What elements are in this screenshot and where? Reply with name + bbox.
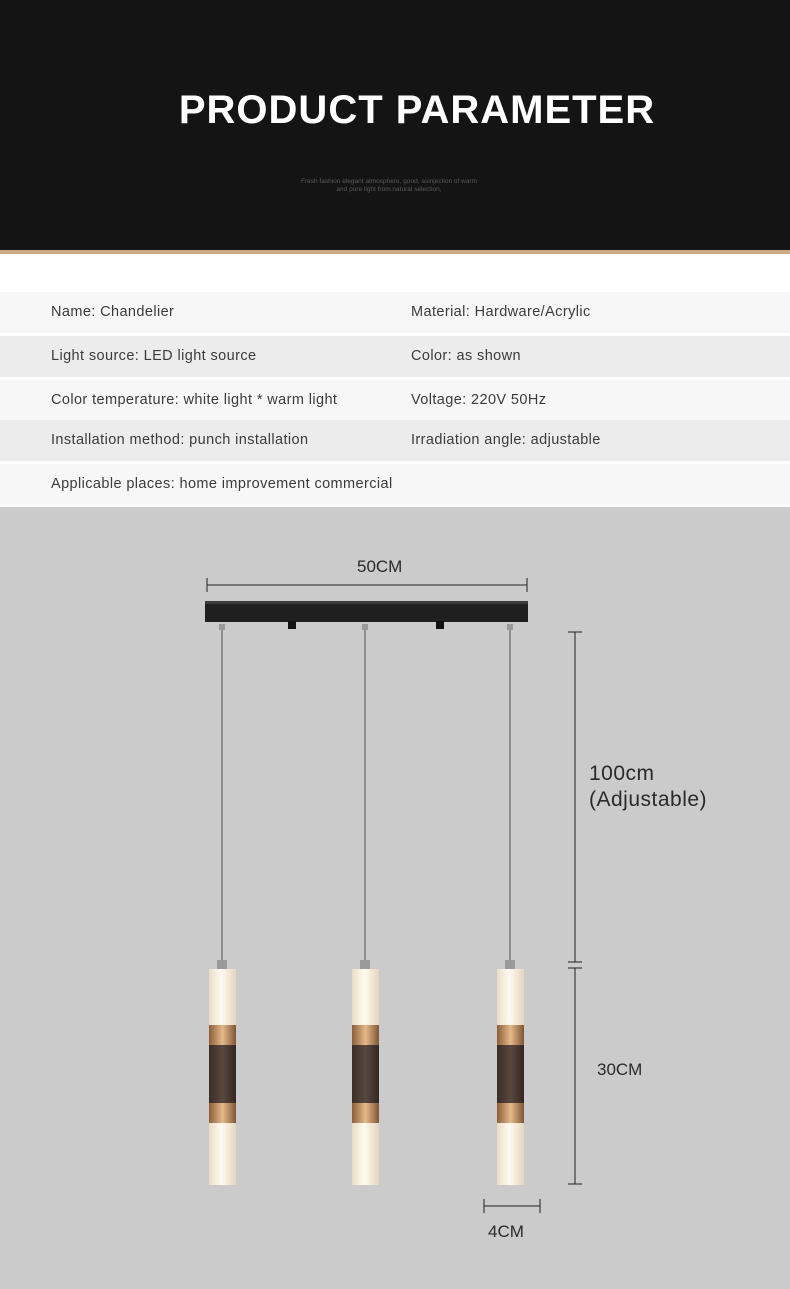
param-light-source: Light source: LED light source bbox=[51, 348, 257, 364]
param-color: Color: as shown bbox=[411, 348, 521, 364]
chandelier-illustration bbox=[0, 507, 790, 1289]
pendant-length-dimension-line bbox=[568, 968, 582, 1184]
dimension-diagram bbox=[0, 507, 790, 1289]
diameter-dimension-line bbox=[484, 1199, 540, 1213]
cable-adjustable-label: (Adjustable) bbox=[589, 788, 708, 811]
pendant-tube-3 bbox=[497, 960, 524, 1185]
param-applicable-places: Applicable places: home improvement commercial bbox=[51, 476, 393, 492]
width-label: 50CM bbox=[357, 557, 403, 576]
width-dimension-line bbox=[207, 578, 527, 592]
table-row bbox=[0, 292, 790, 333]
table-row bbox=[0, 464, 790, 505]
page-title: PRODUCT PARAMETER bbox=[178, 88, 656, 132]
param-name: Name: Chandelier bbox=[51, 304, 175, 320]
pendant-tube-2 bbox=[352, 960, 379, 1185]
param-installation-method: Installation method: punch installation bbox=[51, 432, 309, 448]
table-row bbox=[0, 420, 790, 461]
param-material: Material: Hardware/Acrylic bbox=[411, 304, 591, 320]
page-subtitle: Fresh fashion elegant atmosphere, good, asinjection of warm and pure light from natural selection, bbox=[301, 178, 477, 193]
suspension-cables bbox=[222, 625, 510, 967]
param-voltage: Voltage: 220V 50Hz bbox=[411, 392, 547, 408]
pendant-tube-1 bbox=[209, 960, 236, 1185]
param-irradiation-angle: Irradiation angle: adjustable bbox=[411, 432, 601, 448]
table-row bbox=[0, 380, 790, 421]
param-color-temperature: Color temperature: white light * warm light bbox=[51, 392, 338, 408]
table-row bbox=[0, 336, 790, 377]
cable-grips bbox=[219, 624, 513, 630]
cable-length-dimension-line bbox=[568, 632, 582, 962]
cable-length-label: 100cm bbox=[589, 762, 655, 785]
diameter-label: 4CM bbox=[488, 1222, 524, 1241]
header-accent-line bbox=[0, 250, 790, 254]
pendant-length-label: 30CM bbox=[597, 1060, 643, 1079]
